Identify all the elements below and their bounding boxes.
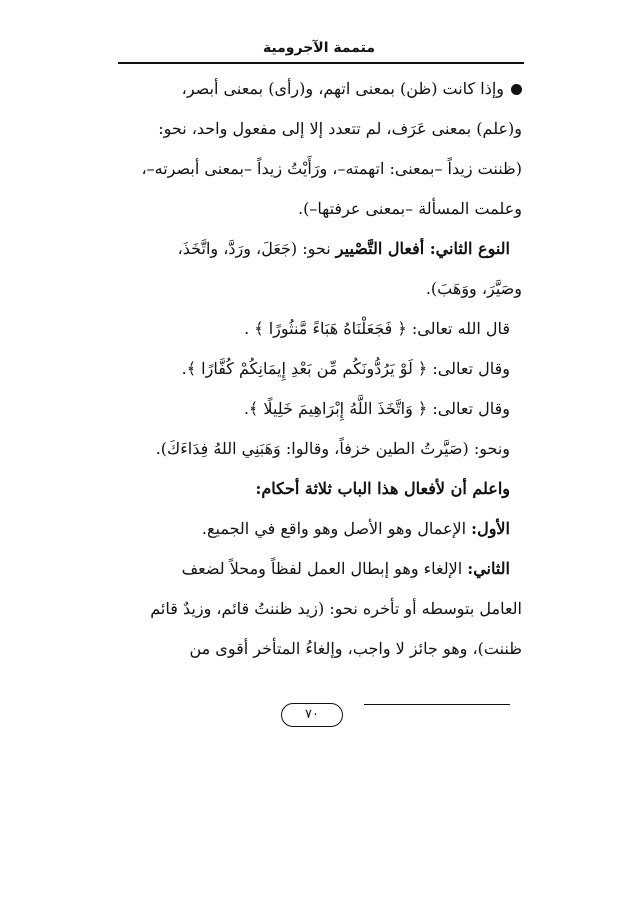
line-text: وإذا كانت (ظن) بمعنى اتهم، و(رأى) بمعنى أبصر، [181,79,504,98]
text-line [116,591,522,627]
line-text: نحو: (جَعَلَ، ورَدَّ، واتَّخَذَ، [177,239,336,258]
line-text: ونحو: (صَيَّرتُ الطين خزفاً، وقالوا: وَهَبَنِي اللهُ فِدَاءَكَ). [155,439,510,458]
line-text: الإلغاء وهو إبطال العمل لفظاً ومحلاً لضعف [181,559,468,578]
header-rule [118,62,524,64]
text-line [116,71,522,107]
footnote-rule [364,704,510,705]
quran-line [116,311,510,347]
rule-label-first: الأول: [471,519,510,538]
page-number: ٧٠ [281,703,343,727]
line-text: وقال تعالى: ﴿ وَاتَّخَذَ اللَّهُ إِبْرَاهِيمَ خَلِيلًا ﴾. [243,399,510,418]
text-line [116,151,522,187]
text-line [116,271,522,307]
text-line [116,471,510,507]
text-line [116,111,522,147]
line-text: وعلمت المسألة –بمعنى عرفتها–). [298,199,522,218]
quran-line [116,391,510,427]
line-text: الإعمال وهو الأصل وهو واقع في الجميع. [201,519,472,538]
line-text: و(علم) بمعنى عَرَف، لم تتعدد إلا إلى مفعول واحد، نحو: [158,119,522,138]
rules-heading: واعلم أن لأفعال هذا الباب ثلاثة أحكام: [255,479,510,498]
line-text: قال الله تعالى: ﴿ فَجَعَلْنَاهُ هَبَاءً مَّنثُورًا ﴾ . [244,319,510,338]
text-line [116,631,522,667]
bullet-icon [511,84,522,95]
rule-label-second: الثاني: [467,559,510,578]
line-text: وصَيَّرَ، ووَهَبَ). [425,279,522,298]
quran-line [116,351,510,387]
text-line [116,551,510,587]
text-line [116,511,510,547]
section-heading: النوع الثاني: أفعال التَّصْيير [335,239,510,258]
line-text: وقال تعالى: ﴿ لَوْ يَرُدُّونَكُم مِّن بَعْدِ إِيمَانِكُمْ كُفَّارًا ﴾. [181,359,510,378]
line-text: ظننت)، وهو جائز لا واجب، وإلغاءُ المتأخر أقوى من [189,639,522,658]
text-line [116,191,522,227]
text-line [116,231,510,267]
running-header-title: متممة الآجرومية [262,40,376,56]
text-line [116,431,510,467]
line-text: العامل بتوسطه أو تأخره نحو: (زيد ظننتُ قائم، وزيدٌ قائم [150,599,522,618]
line-text: (ظننت زيداً –بمعنى: اتهمته–، ورَأَيْتُ زيداً –بمعنى أبصرته–، [141,159,522,178]
